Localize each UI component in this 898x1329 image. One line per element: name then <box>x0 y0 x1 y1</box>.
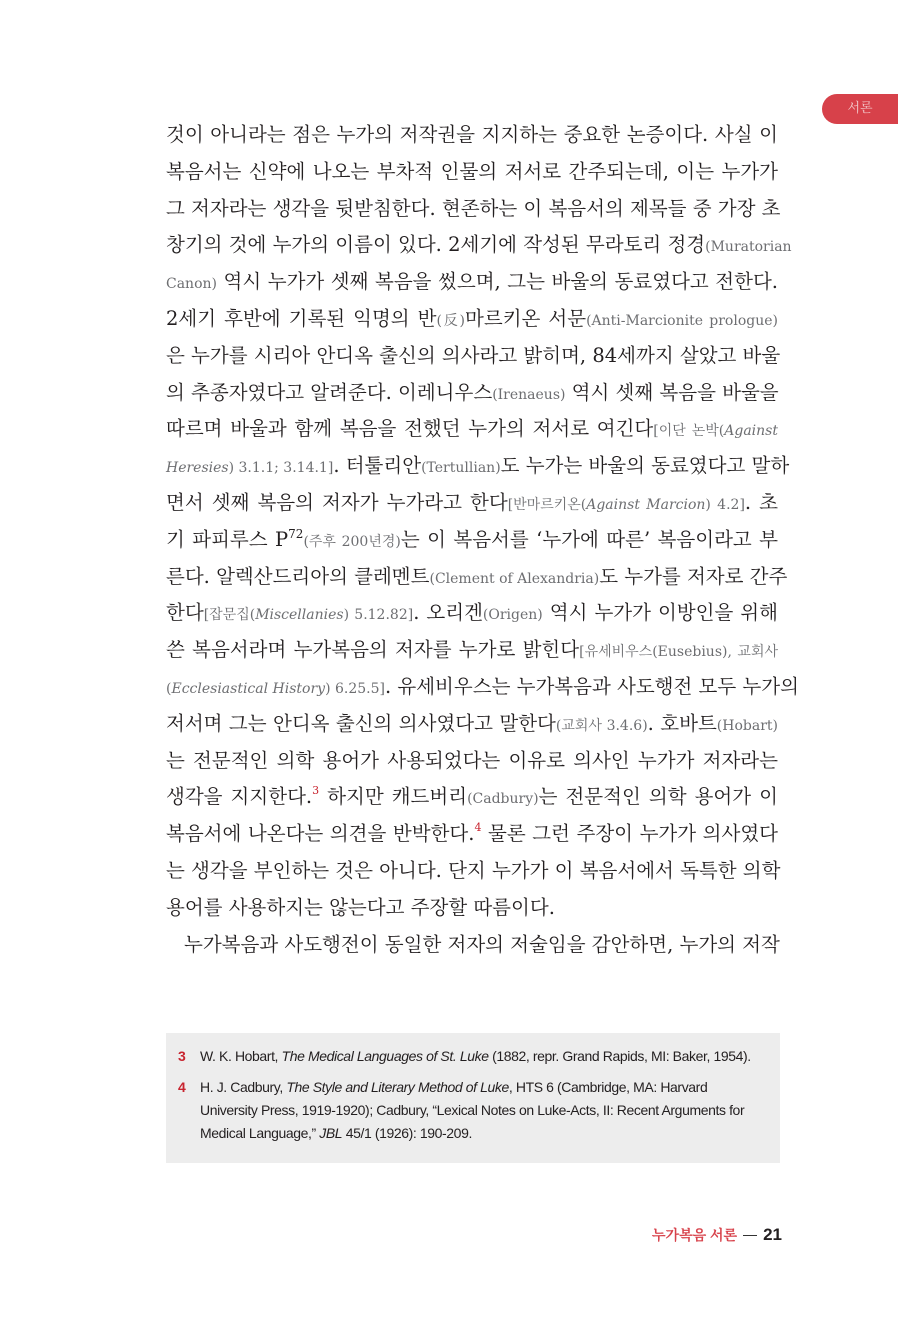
text-line: 기 파피루스 $P^{72}$(주후 200년경)는 이 복음서를 ‘누가에 따른’ 복음이라고 부 <box>166 526 778 551</box>
running-title: 누가복음 서론 <box>652 1227 738 1243</box>
text-line: 는 생각을 부인하는 것은 아니다. 단지 누가가 이 복음서에서 독특한 의학 <box>166 858 781 882</box>
text-line: 따르며 바울과 함께 복음을 전했던 누가의 저서로 여긴다[이단 논박(Against <box>166 417 778 441</box>
text-line: 복음서에 나온다는 의견을 반박한다.$^4$ 물론 그런 주장이 누가가 의사였다 <box>166 821 778 846</box>
text-line: 는 전문적인 의학 용어가 사용되었다는 이유로 의사인 누가가 저자라는 <box>166 748 778 772</box>
footnote-number: 3 <box>178 1048 186 1064</box>
text-line: 용어를 사용하지는 않는다고 주장할 따름이다. <box>166 895 555 919</box>
footer-dash <box>743 1235 757 1236</box>
footnote-number: 4 <box>178 1079 186 1095</box>
text-line: 의 추종자였다고 알려준다. 이레니우스(Irenaeus) 역시 셋째 복음을 바울을 <box>166 380 779 404</box>
text-line: 른다. 알렉산드리아의 클레멘트(Clement of Alexandria)도 누가를 저자로 간주 <box>166 564 788 588</box>
text-line: 그 저자라는 생각을 뒷받침한다. 현존하는 이 복음서의 제목들 중 가장 초 <box>166 196 781 220</box>
section-tab: 서론 <box>822 94 898 124</box>
text-line: 창기의 것에 누가의 이름이 있다. 2세기에 작성된 무라토리 정경(Muratorian <box>166 233 792 257</box>
text-line: 것이 아니라는 점은 누가의 저작권을 지지하는 중요한 논증이다. 사실 이 <box>166 123 778 146</box>
text-line: 은 누가를 시리아 안디옥 출신의 의사라고 밝히며, 84세까지 살았고 바울 <box>166 343 781 367</box>
footnote-4 <box>178 1076 764 1145</box>
footnote-3 <box>178 1045 764 1068</box>
footnote-text: H. J. Cadbury, The Style and Literary Method of Luke, HTS 6 (Cambridge, MA: Harvard University Press, 1919-1920); Cadbury, “Lexical Notes on Luke-Acts, II: Recent Arguments for Medical Language,” JBL 45/1 (1926): 190-209. <box>200 1079 745 1141</box>
text-line: (Ecclesiastical History) 6.25.5]. 유세비우스는 누가복음과 사도행전 모두 누가의 <box>166 674 799 698</box>
text-line: 2세기 후반에 기록된 익명의 반(反)마르키온 서문(Anti-Marcionite prologue) <box>166 306 778 330</box>
text-line: 면서 셋째 복음의 저자가 누가라고 한다[반마르키온(Against Marcion) 4.2]. 초 <box>166 490 778 514</box>
footnote-ref-3[interactable]: 3 <box>312 784 320 798</box>
text-line: 누가복음과 사도행전이 동일한 저자의 저술임을 감안하면, 누가의 저작 <box>184 932 780 956</box>
text-line: 저서며 그는 안디옥 출신의 의사였다고 말한다(교회사 3.4.6). 호바트(Hobart) <box>166 711 778 735</box>
text-line: 쓴 복음서라며 누가복음의 저자를 누가로 밝힌다[유세비우스(Eusebius), 교회사 <box>166 638 779 662</box>
footnote-ref-4[interactable]: 4 <box>474 821 482 835</box>
text-line: 생각을 지지한다.$^3$ 하지만 캐드버리(Cadbury)는 전문적인 의학 용어가 이 <box>166 784 778 809</box>
page-footer <box>600 1225 782 1253</box>
page-number: 21 <box>763 1225 782 1244</box>
footnote-text: W. K. Hobart, The Medical Languages of St. Luke (1882, repr. Grand Rapids, MI: Baker, 1954). <box>200 1048 751 1064</box>
text-line: Heresies) 3.1.1; 3.14.1]. 터툴리안(Tertullian)도 누가는 바울의 동료였다고 말하 <box>166 454 790 478</box>
body-text <box>166 117 799 963</box>
text-line: 한다[잡문집(Miscellanies) 5.12.82]. 오리겐(Origen) 역시 누가가 이방인을 위해 <box>166 601 778 625</box>
text-line: Canon) 역시 누가가 셋째 복음을 썼으며, 그는 바울의 동료였다고 전한다. <box>166 270 778 294</box>
text-line: 복음서는 신약에 나오는 부차적 인물의 저서로 간주되는데, 이는 누가가 <box>166 159 778 183</box>
footnotes-box <box>166 1033 780 1163</box>
